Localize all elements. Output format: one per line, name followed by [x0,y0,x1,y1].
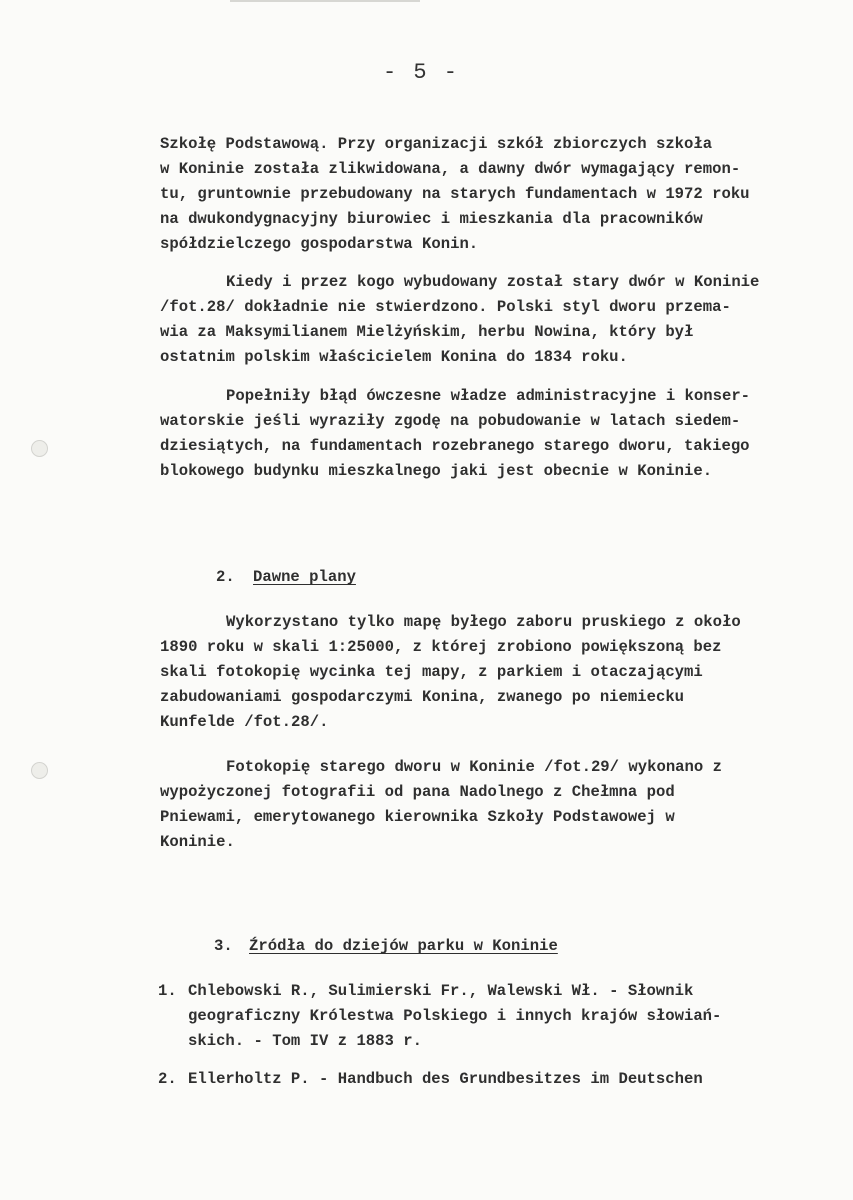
text-line: /fot.28/ dokładnie nie stwierdzono. Polski styl dworu przema- [160,298,731,316]
text-line: wia za Maksymilianem Mielżyńskim, herbu Nowina, który był [160,323,694,341]
section-heading: Źródła do dziejów parku w Koninie [249,937,558,955]
punch-hole [31,762,48,779]
section-number: 2. [216,568,235,586]
reference-number: 2. [158,1070,177,1088]
text-line: Fotokopię starego dworu w Koninie /fot.29/ wykonano z [226,758,722,776]
text-line: w Koninie została zlikwidowana, a dawny dwór wymagający remon- [160,160,741,178]
text-line: wypożyczonej fotografii od pana Nadolnego z Chełmna pod [160,783,675,801]
text-line: spółdzielczego gospodarstwa Konin. [160,235,479,253]
text-line: blokowego budynku mieszkalnego jaki jest obecnie w Koninie. [160,462,713,480]
text-line: Pniewami, emerytowanego kierownika Szkoły Podstawowej w [160,808,675,826]
text-line: tu, gruntownie przebudowany na starych fundamentach w 1972 roku [160,185,750,203]
text-line: ostatnim polskim właścicielem Konina do 1834 roku. [160,348,628,366]
punch-hole [31,440,48,457]
page-number: - 5 - [382,60,459,85]
text-line: watorskie jeśli wyraziły zgodę na pobudowanie w latach siedem- [160,412,741,430]
text-line: Szkołę Podstawową. Przy organizacji szkół zbiorczych szkoła [160,135,713,153]
reference-line: skich. - Tom IV z 1883 r. [188,1032,422,1050]
text-line: Kiedy i przez kogo wybudowany został stary dwór w Koninie [226,273,760,291]
top-edge-rule [230,0,420,2]
text-line: dziesiątych, na fundamentach rozebranego starego dworu, takiego [160,437,750,455]
reference-line: Ellerholtz P. - Handbuch des Grundbesitzes im Deutschen [188,1070,703,1088]
reference-line: geograficzny Królestwa Polskiego i innych krajów słowiań- [188,1007,722,1025]
reference-number: 1. [158,982,177,1000]
text-line: 1890 roku w skali 1:25000, z której zrobiono powiększoną bez [160,638,722,656]
text-line: Koninie. [160,833,235,851]
text-line: Popełniły błąd ówczesne władze administracyjne i konser- [226,387,751,405]
text-line: na dwukondygnacyjny biurowiec i mieszkania dla pracowników [160,210,703,228]
text-line: Wykorzystano tylko mapę byłego zaboru pruskiego z około [226,613,741,631]
text-line: skali fotokopię wycinka tej mapy, z parkiem i otaczającymi [160,663,703,681]
text-line: zabudowaniami gospodarczymi Konina, zwanego po niemiecku [160,688,685,706]
section-heading: Dawne plany [253,568,356,586]
section-number: 3. [214,937,233,955]
text-line: Kunfelde /fot.28/. [160,713,329,731]
reference-line: Chlebowski R., Sulimierski Fr., Walewski Wł. - Słownik [188,982,694,1000]
